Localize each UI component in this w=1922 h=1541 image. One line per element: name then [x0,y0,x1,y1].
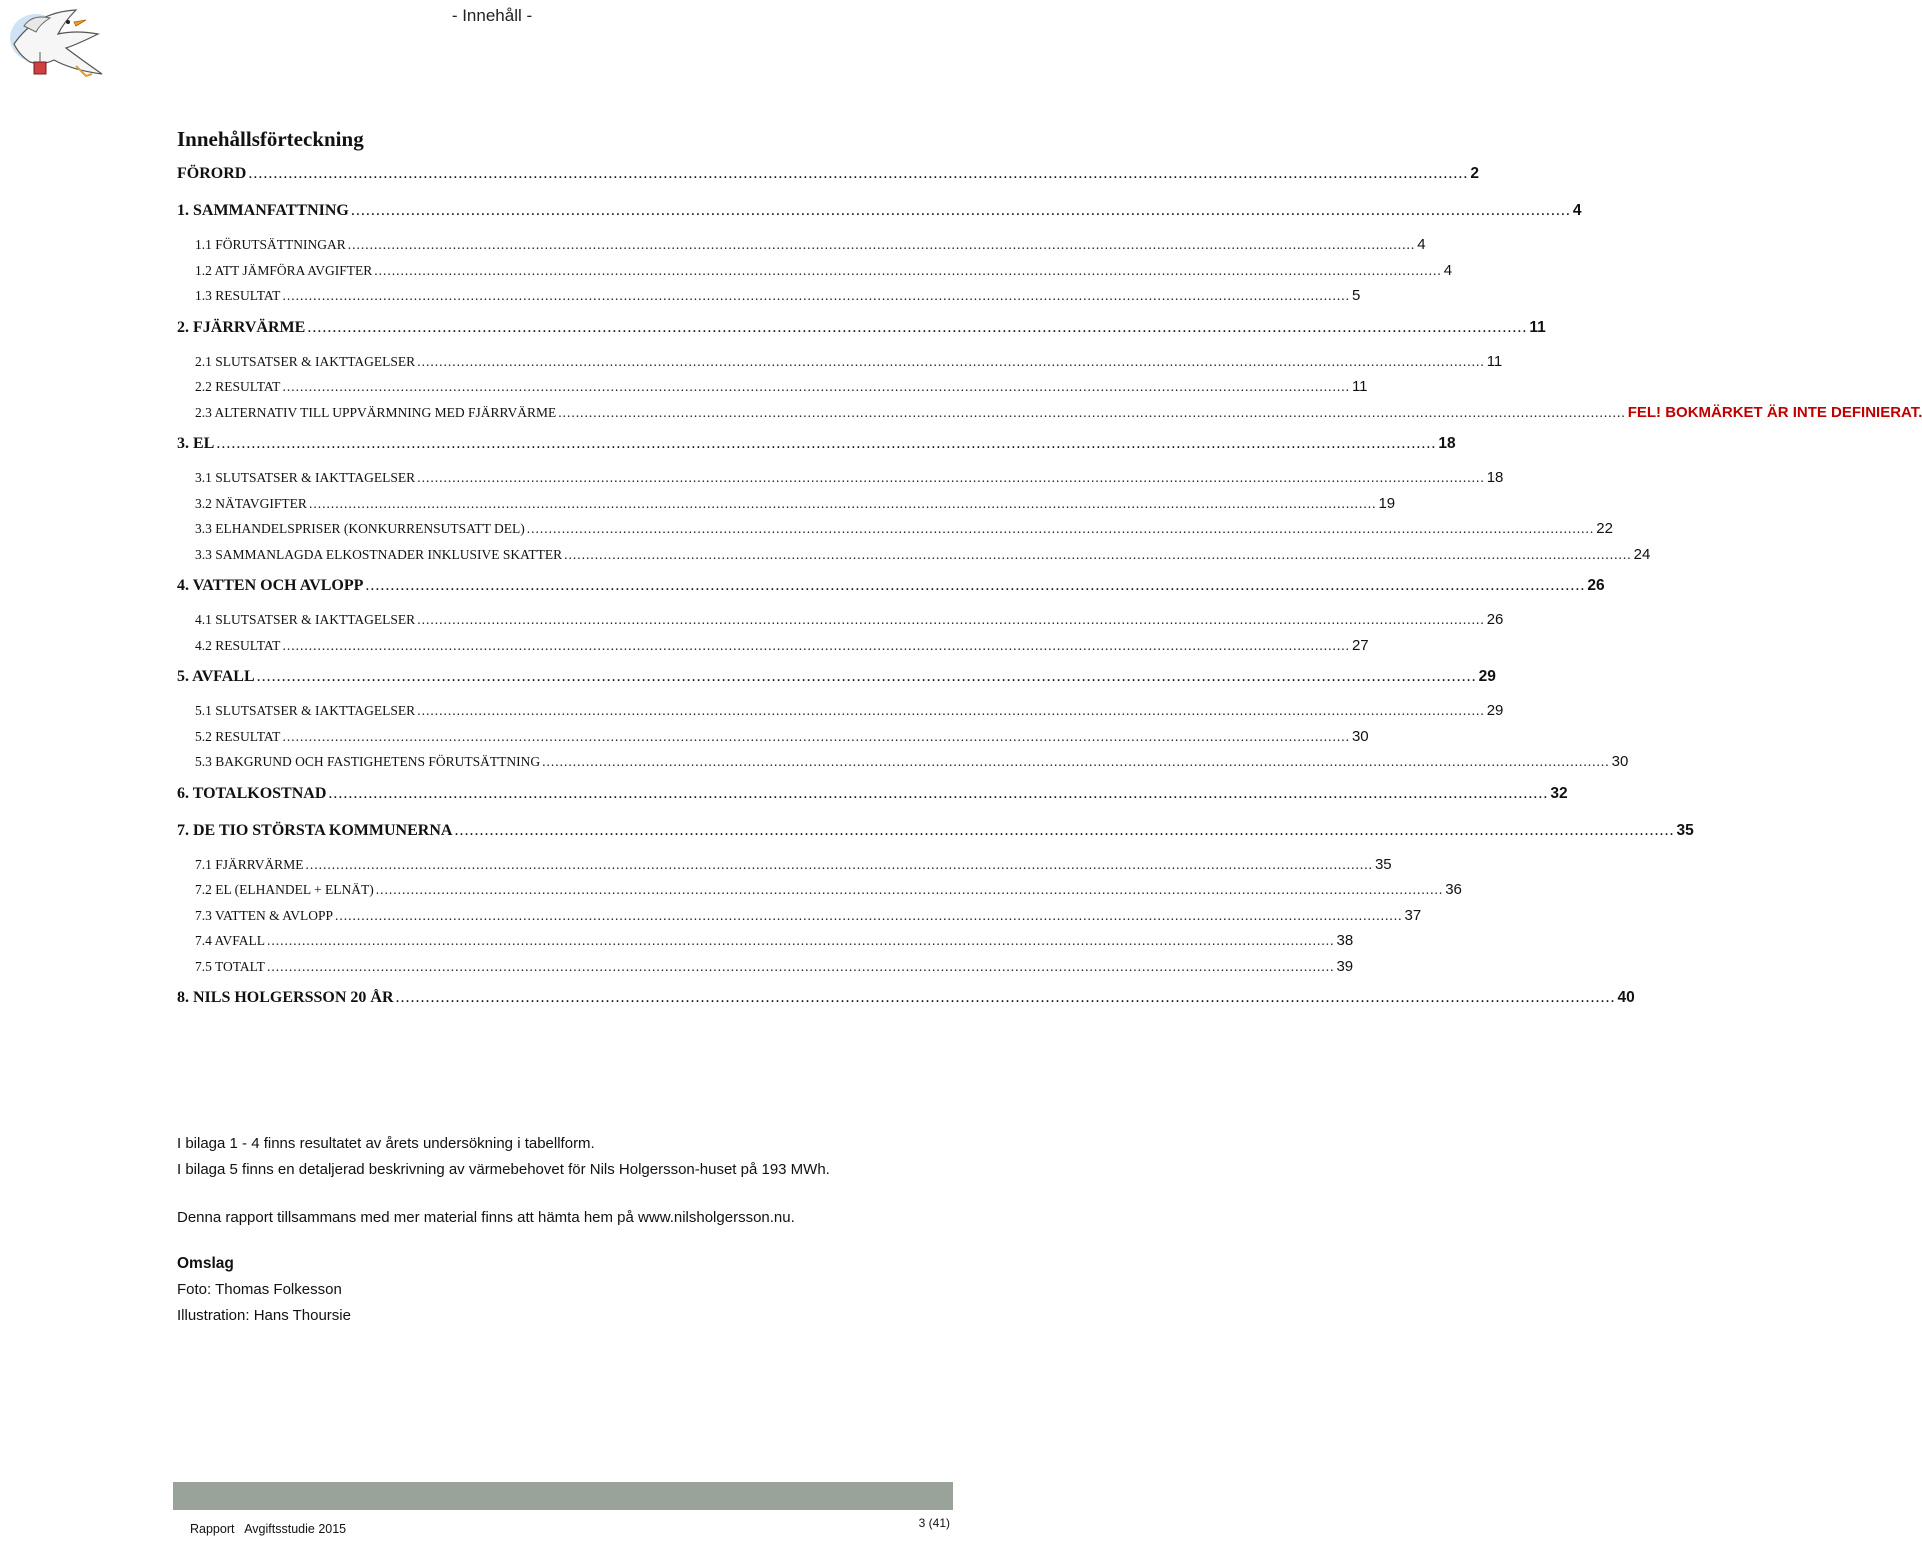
toc-chapter-entry[interactable] [177,778,1568,815]
toc-section-entry[interactable] [177,724,1369,750]
toc-entry-title: 1. SAMMANFATTNING [177,202,349,219]
toc-section-entry[interactable] [177,542,1651,568]
toc-entry-title: 3. EL [177,435,215,452]
toc-entry-title: 7.5 TOTALT [195,958,265,974]
illustration-credit: Illustration: Hans Thoursie [177,1307,351,1324]
toc-dot-leader [542,749,1610,775]
toc-section-entry[interactable] [177,749,1629,775]
toc-entry-page: 30 [1351,727,1369,745]
toc-entry-page: 38 [1336,932,1354,949]
toc-entry-page: 4 [1572,202,1582,219]
toc-entry-page: 29 [1486,702,1504,719]
toc-entry-title: 5.1 SLUTSATSER & IAKTTAGELSER [195,703,416,718]
toc-section-entry[interactable] [177,516,1613,542]
toc-entry-page: 35 [1374,855,1392,873]
toc-entry-page: 11 [1486,352,1503,370]
toc-dot-leader [417,349,1485,375]
toc-section-entry[interactable] [177,852,1392,878]
toc-dot-leader [305,852,1373,878]
toc-dot-leader [365,570,1585,602]
toc-entry-title: 2. FJÄRRVÄRME [177,318,306,336]
footer-bar [173,1482,953,1510]
toc-entry-page: 27 [1351,636,1369,654]
toc-chapter-entry[interactable] [177,661,1496,698]
toc-section-entry[interactable] [177,698,1504,724]
toc-chapter-entry[interactable] [177,195,1582,232]
toc-section-entry[interactable] [177,954,1354,980]
toc-entry-page: 19 [1378,494,1396,512]
toc-entry-title: 8. NILS HOLGERSSON 20 ÅR [177,989,394,1006]
toc-entry-title: 7. DE TIO STÖRSTA KOMMUNERNA [177,821,453,839]
toc-entry-title: 1.1 FÖRUTSÄTTNINGAR [195,237,346,252]
toc-section-entry[interactable] [177,349,1503,375]
toc-dot-leader [527,516,1595,542]
footer-report-title: Rapport Avgiftsstudie 2015 [190,1522,347,1536]
toc-entry-page: 18 [1486,469,1504,486]
toc-dot-leader [282,283,1350,309]
toc-entry-title: 7.4 AVFALL [195,933,266,948]
notes-section [177,1131,957,1329]
toc-entry-page: 26 [1587,577,1605,594]
toc-entry-title: FÖRORD [177,165,247,182]
toc-entry-page: 11 [1529,318,1546,336]
toc-entry-title: 5.2 RESULTAT [195,728,281,744]
toc-entry-page: 40 [1617,989,1635,1006]
toc-entry-title: 7.3 VATTEN & AVLOPP [195,907,334,923]
page-header-title: - Innehåll - [451,6,533,25]
toc-chapter-entry[interactable] [177,570,1605,607]
toc-entry-page: 26 [1486,611,1504,628]
toc-section-entry[interactable] [177,374,1368,400]
toc-entry-page: 29 [1478,668,1496,685]
toc-section-entry[interactable] [177,491,1396,517]
toc-entry-title: 3.1 SLUTSATSER & IAKTTAGELSER [195,470,416,485]
toc-entry-title: 2.1 SLUTSATSER & IAKTTAGELSER [195,353,416,369]
toc-section-entry[interactable] [177,400,1922,426]
toc-section-entry[interactable] [177,607,1504,633]
toc-chapter-entry[interactable] [177,815,1694,852]
toc-entry-title: 1.2 ATT JÄMFÖRA AVGIFTER [195,262,373,278]
toc-dot-leader [335,903,1403,929]
toc-dot-leader [248,158,1468,190]
toc-dot-leader [216,428,1436,460]
toc-entry-title: 4. VATTEN OCH AVLOPP [177,577,364,594]
appendix-note-2: I bilaga 5 finns en detaljerad beskrivning av värmebehovet för Nils Holgersson-huset på 193 MWh. [177,1161,830,1178]
toc-dot-leader [374,258,1442,284]
toc-dot-leader [257,661,1477,693]
toc-entry-title: 3.2 NÄTAVGIFTER [195,495,307,511]
toc-entry-title: 2.3 ALTERNATIV TILL UPPVÄRMNING MED FJÄRRVÄRME [195,404,557,420]
toc-entry-page: 35 [1676,821,1694,839]
toc-entry-page: 36 [1445,881,1462,898]
toc-dot-leader [417,607,1485,633]
toc-dot-leader [307,312,1527,344]
toc-entry-page: 39 [1336,957,1354,975]
toc-entry-page: 5 [1351,287,1361,304]
download-note: Denna rapport tillsammans med mer material finns att hämta hem på www.nilsholgersson.nu. [177,1209,795,1226]
toc-dot-leader [376,877,1444,903]
toc-dot-leader [282,374,1350,400]
toc-entry-page: 30 [1611,753,1629,770]
photo-credit: Foto: Thomas Folkesson [177,1281,342,1298]
cover-heading: Omslag [177,1255,234,1272]
toc-entry-page: 32 [1550,784,1568,802]
toc-entry-page: 11 [1351,378,1368,395]
toc-dot-leader [267,954,1335,980]
toc-dot-leader [328,778,1548,810]
toc-entry-title: 5.3 BAKGRUND OCH FASTIGHETENS FÖRUTSÄTTNING [195,754,541,769]
footer-page-number: 3 (41) [918,1516,950,1530]
toc-entry-title: 7.1 FJÄRRVÄRME [195,856,304,872]
toc-dot-leader [396,982,1616,1014]
toc-entry-title: 7.2 EL (ELHANDEL + ELNÄT) [195,882,374,897]
toc-chapter-entry[interactable] [177,158,1479,195]
toc-section-entry[interactable] [177,232,1426,258]
toc-dot-leader [417,698,1485,724]
toc-dot-leader [309,491,1377,517]
toc-entry-title: 6. TOTALKOSTNAD [177,784,327,802]
toc-section-entry[interactable] [177,903,1422,929]
toc-dot-leader [282,724,1350,750]
toc-dot-leader [267,928,1335,954]
toc-bookmark-error: FEL! BOKMÄRKET ÄR INTE DEFINIERAT. [1627,403,1922,421]
toc-entry-title: 5. AVFALL [177,668,255,685]
toc-chapter-entry[interactable] [177,428,1456,465]
toc-entry-page: 22 [1596,520,1613,537]
toc-entry-page: 4 [1417,236,1426,253]
toc-dot-leader [282,633,1350,659]
toc-section-entry[interactable] [177,465,1504,491]
toc-entry-title: 2.2 RESULTAT [195,379,281,394]
appendix-note-1: I bilaga 1 - 4 finns resultatet av årets undersökning i tabellform. [177,1135,595,1152]
toc-entry-title: 4.2 RESULTAT [195,637,281,653]
toc-entry-title: 3.3 ELHANDELSPRISER (KONKURRENSUTSATT DEL) [195,521,525,536]
toc-section-entry[interactable] [177,928,1354,954]
toc-chapter-entry[interactable] [177,982,1635,1019]
toc-entry-page: 2 [1470,165,1479,182]
toc-dot-leader [417,465,1485,491]
toc-entry-page: 4 [1443,261,1453,279]
toc-entry-title: 1.3 RESULTAT [195,288,281,303]
toc-heading: Innehållsförteckning [177,127,364,151]
toc-entry-page: 24 [1633,545,1651,563]
toc-chapter-entry[interactable] [177,312,1546,349]
toc-entry-page: 18 [1438,435,1456,452]
toc-dot-leader [564,542,1632,568]
toc-dot-leader [348,232,1416,258]
toc-entry-title: 3.3 SAMMANLAGDA ELKOSTNADER INKLUSIVE SKATTER [195,546,563,562]
toc-dot-leader [558,400,1626,426]
toc-section-entry[interactable] [177,283,1361,309]
toc-section-entry[interactable] [177,258,1453,284]
toc-dot-leader [454,815,1674,847]
toc-section-entry[interactable] [177,633,1369,659]
toc-section-entry[interactable] [177,877,1462,903]
toc-entry-title: 4.1 SLUTSATSER & IAKTTAGELSER [195,612,416,627]
table-of-contents [177,158,1922,1019]
toc-dot-leader [351,195,1571,227]
toc-entry-page: 37 [1404,906,1422,924]
